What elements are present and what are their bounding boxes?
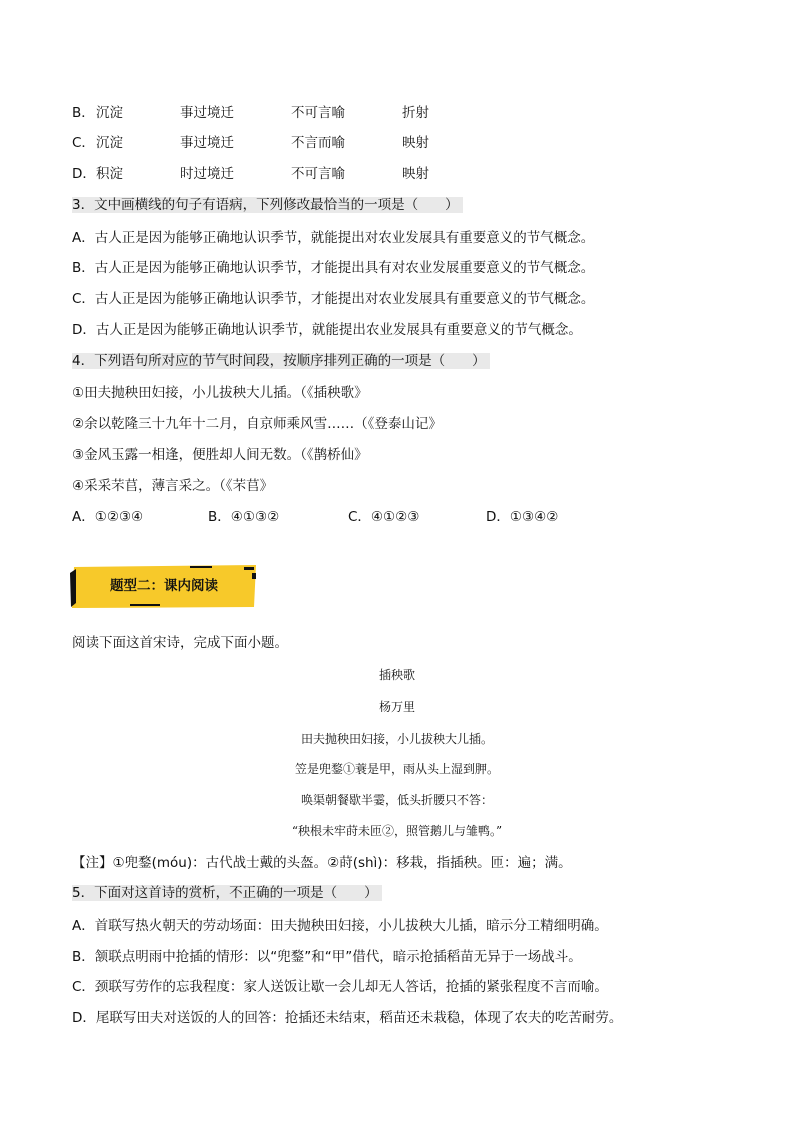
question-5-stem <box>72 883 382 903</box>
question-4-item-2: ②余以乾隆三十九年十二月，自京师乘风雪……（《登泰山记》 <box>72 416 442 432</box>
option-word-2: 时过境迁 <box>180 166 234 182</box>
option-word-2: 事过境迁 <box>180 135 234 151</box>
poem-line-3: 唤渠朝餐歇半霎，低头折腰只不答： <box>300 793 493 807</box>
question-5-option-d: D．尾联写田夫对送饭的人的回答：抢插还未结束，稻苗还未栽稳，体现了农夫的吃苦耐劳。 <box>72 1010 623 1026</box>
poem-line-1: 田夫抛秧田妇接，小儿拔秧大儿插。 <box>300 732 493 746</box>
option-word-3: 不言而喻 <box>291 135 345 151</box>
question-5-option-b: B．颔联点明雨中抢插的情形：以“兜鍪”和“甲”借代，暗示抢插稻苗无异于一场战斗。 <box>72 949 582 965</box>
option-word-4: 折射 <box>402 105 429 121</box>
question-4-option-d: D．①③④② <box>486 509 559 525</box>
option-letter: B． <box>72 105 95 121</box>
poem-line-2: 笠是兜鍪①蓑是甲，雨从头上湿到胛。 <box>294 762 499 776</box>
option-word-1: 沉淀 <box>96 135 123 151</box>
option-word-1: 积淀 <box>96 166 123 182</box>
poem-author: 杨万里 <box>378 700 415 714</box>
question-4-option-a: A．①②③④ <box>72 509 144 525</box>
option-word-4: 映射 <box>402 166 429 182</box>
question-3-stem <box>72 195 463 215</box>
question-3-stem-text: 3．文中画横线的句子有语病，下列修改最恰当的一项是（ ） <box>72 197 463 213</box>
option-word-3: 不可言喻 <box>291 105 345 121</box>
section-title: 题型二：课内阅读 <box>110 578 218 594</box>
question-3-option-c: C．古人正是因为能够正确地认识季节，才能提出对农业发展具有重要意义的节气概念。 <box>72 291 595 307</box>
question-5-option-a: A．首联写热火朝天的劳动场面：田夫抛秧田妇接，小儿拔秧大儿插，暗示分工精细明确。 <box>72 918 608 934</box>
question-4-stem-text: 4．下列语句所对应的节气时间段，按顺序排列正确的一项是（ ） <box>72 353 490 369</box>
question-3-option-a: A．古人正是因为能够正确地认识季节，就能提出对农业发展具有重要意义的节气概念。 <box>72 230 595 246</box>
option-word-4: 映射 <box>402 135 429 151</box>
question-4-stem <box>72 351 490 371</box>
option-word-3: 不可言喻 <box>291 166 345 182</box>
option-letter: C． <box>72 135 95 151</box>
section-banner <box>70 563 258 609</box>
question-4-option-c: C．④①②③ <box>348 509 420 525</box>
question-5-option-c: C．颈联写劳作的忘我程度：家人送饭让歇一会儿却无人答话，抢插的紧张程度不言而喻。 <box>72 979 608 995</box>
poem-title: 插秧歌 <box>378 668 415 682</box>
poem-note: 【注】①兜鍪(móu)：古代战士戴的头盔。②莳(shì)：移栽，指插秧。匝：遍；满。 <box>72 855 572 871</box>
option-word-1: 沉淀 <box>96 105 123 121</box>
option-word-2: 事过境迁 <box>180 105 234 121</box>
reading-intro: 阅读下面这首宋诗，完成下面小题。 <box>72 635 288 651</box>
question-4-item-4: ④采采芣苢，薄言采之。（《芣苢》 <box>72 478 274 494</box>
option-letter: D． <box>72 166 96 182</box>
question-5-stem-text: 5．下面对这首诗的赏析，不正确的一项是（ ） <box>72 885 382 901</box>
question-4-item-1: ①田夫抛秧田妇接，小儿拔秧大儿插。（《插秧歌》 <box>72 385 368 401</box>
question-3-option-b: B．古人正是因为能够正确地认识季节，才能提出具有对农业发展重要意义的节气概念。 <box>72 260 595 276</box>
question-3-option-d: D．古人正是因为能够正确地认识季节，就能提出农业发展具有重要意义的节气概念。 <box>72 322 582 338</box>
question-4-item-3: ③金风玉露一相逢，便胜却人间无数。（《鹊桥仙》 <box>72 447 368 463</box>
question-4-option-b: B．④①③② <box>208 509 280 525</box>
poem-line-4: “秧根未牢莳未匝②，照管鹅儿与雏鸭。” <box>291 824 503 838</box>
